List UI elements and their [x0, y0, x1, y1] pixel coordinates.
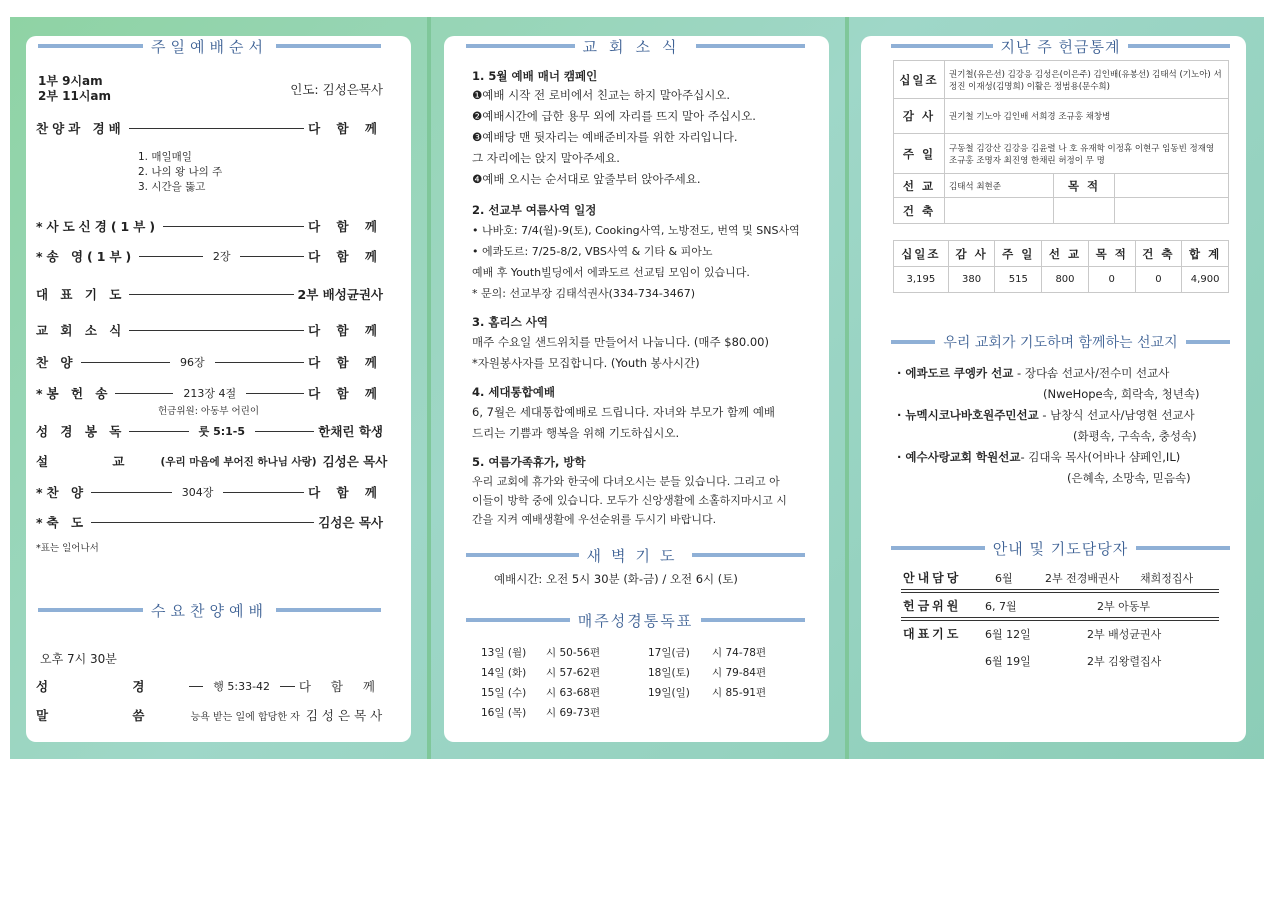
divider	[901, 617, 1219, 621]
order-row: *찬 양 304장 다 함 께	[36, 485, 384, 500]
order-row: 찬양과 경배 다 함 께	[36, 121, 383, 136]
mission-item: · 에콰도르 쿠엥카 선교 - 장다솜 선교사/전수미 선교사	[897, 366, 1170, 380]
mission-groups: (화평속, 구속속, 충성속)	[1073, 429, 1197, 443]
fold-line	[845, 17, 849, 759]
order-row: *봉 헌 송 213장 4절 다 함 께	[36, 386, 383, 401]
news-item: 2. 선교부 여름사역 일정 • 나바호: 7/4(월)-9(토), Cooking사역, 노방전도, 번역 및 SNS사역 • 에콰도르: 7/25-8/2, VBS사역 & 기타 & 피아노 예배 후 Youth빌딩에서 에콰도르 선교팀 모임이 있습니다. * 문의: 선교부장 김태석권사(334-734-3467)	[472, 203, 800, 300]
section-title: 수요찬양예배	[26, 600, 411, 620]
song-list: 1. 매일매일 2. 나의 왕 나의 주 3. 시간을 뚫고	[138, 151, 223, 193]
order-row: 설 교 (우리 마음에 부어진 하나님 사랑) 김성은 목사	[36, 454, 388, 469]
order-row: *축 도 김성은 목사	[36, 515, 383, 530]
fold-line	[427, 17, 431, 759]
offering-panel	[861, 36, 1246, 742]
table-row: 선 교 김태석 최현준 목 적	[894, 174, 1229, 198]
reading-row: 19일(일) 시 85-91편	[648, 687, 767, 699]
mission-item: · 예수사랑교회 학원선교- 김대욱 목사(어바나 샴페인,IL)	[897, 450, 1181, 464]
reading-row: 17일(금) 시 74-78편	[648, 647, 767, 659]
church-news-panel	[444, 36, 829, 742]
reading-row: 18일(토) 시 79-84편	[648, 667, 767, 679]
offering-summary-table	[893, 240, 1229, 293]
table-row: 주 일 구동철 김강산 김강응 김윤렬 나 호 유재학 이정휴 이현구 임동빈 정재영 조규홍 조명자 최진영 한채린 허정이 무 명	[894, 134, 1229, 174]
stand-note: *표는 일어나서	[36, 543, 99, 554]
news-list	[472, 67, 817, 529]
table-row: 건 축	[894, 198, 1229, 224]
order-row: 교 회 소 식 다 함 께	[36, 323, 383, 338]
worship-order-panel	[26, 36, 411, 742]
bible-reading-right	[648, 643, 766, 703]
section-title: 우리 교회가 기도하며 함께하는 선교지	[861, 332, 1246, 352]
news-item: 5. 여름가족휴가, 방학 우리 교회에 휴가와 한국에 다녀오시는 분들 있습니다. 그리고 아 이들이 방학 중에 있습니다. 모두가 신앙생활에 소홀하지마시고 시 간을 지켜 예배생활에 우선순위를 두시기 바랍니다.	[472, 455, 787, 526]
section-title: 안내 및 기도담당자	[861, 538, 1246, 558]
divider	[901, 589, 1219, 593]
duty-row: 헌금위원 6, 7월 2부 아동부	[903, 599, 1150, 613]
news-item: 4. 세대통합예배 6, 7월은 세대통합예배로 드립니다. 자녀와 부모가 함께 예배 드리는 기쁨과 행복을 위해 기도하십시오.	[472, 385, 776, 440]
wednesday-row: 성 경 행 5:33-42 다 함 께	[36, 679, 383, 694]
section-title: 교회소식	[444, 36, 829, 56]
section-title: 새벽기도	[444, 545, 829, 565]
offering-names-table	[893, 60, 1229, 224]
service-time-1: 1부 9시am	[38, 74, 103, 88]
reading-row: 16일 (목) 시 69-73편	[481, 707, 601, 719]
news-item: 1. 5월 예배 매너 캠페인 ❶예배 시작 전 로비에서 친교는 하지 말아주십시오. ❷예배시간에 급한 용무 외에 자리를 뜨지 말아 주십시오. ❸예배당 맨 뒷자리는 예배준비자를 위한 자리입니다. 그 자리에는 앉지 말아주세요. ❹예배 오시는 순서대로 앞줄부터 앉아주세요.	[472, 69, 756, 186]
mission-list	[897, 363, 1200, 489]
wednesday-time: 오후 7시 30분	[40, 652, 117, 666]
duty-row: 6월 19일 2부 김왕렬집사	[985, 655, 1162, 668]
order-row: 찬 양 96장 다 함 께	[36, 355, 384, 370]
reading-row: 14일 (화) 시 57-62편	[481, 667, 601, 679]
order-row: 성 경 봉 독 룻 5:1-5 한채린 학생	[36, 424, 384, 439]
wednesday-row: 말 씀 능욕 받는 일에 합당한 자 김성은목사	[36, 708, 387, 723]
section-title: 지난 주 헌금통계	[861, 36, 1246, 56]
mission-groups: (은혜속, 소망속, 믿음속)	[1067, 471, 1191, 485]
table-row: 십일조 권기철(유은선) 김강응 김성은(이은주) 김인배(유봉선) 김태석 (기노아) 서정진 이재성(김명희) 이활은 정범용(문수희)	[894, 61, 1229, 99]
section-title: 주일예배순서	[26, 36, 411, 56]
reading-row: 15일 (수) 시 63-68편	[481, 687, 601, 699]
duty-row: 대표기도 6월 12일 2부 배성균권사	[903, 627, 1162, 641]
dawn-time: 예배시간: 오전 5시 30분 (화-금) / 오전 6시 (토)	[494, 572, 738, 586]
offering-note: 헌금위원: 아동부 어린이	[158, 406, 260, 417]
order-row: 대 표 기 도 2부 배성균권사	[36, 287, 383, 302]
order-row: *사도신경(1부) 다 함 께	[36, 219, 383, 234]
leader: 인도: 김성은목사	[290, 82, 383, 97]
table-row: 3,195 380 515 800 0 0 4,900	[894, 267, 1229, 293]
news-item: 3. 홈리스 사역 매주 수요일 샌드위치를 만들어서 나눕니다. (매주 $80.00) *자원봉사자를 모집합니다. (Youth 봉사시간)	[472, 315, 769, 370]
bible-reading-left	[481, 643, 600, 723]
table-row: 감 사 권기철 기노아 김인배 서희경 조규홍 채창병	[894, 99, 1229, 134]
order-row: *송 영(1부) 2장 다 함 께	[36, 249, 383, 264]
reading-row: 13일 (월) 시 50-56편	[481, 647, 601, 659]
mission-groups: (NweHope속, 희락속, 청년속)	[1043, 387, 1200, 401]
duty-row: 안내담당 6월 2부 전경배권사 채희정집사	[903, 571, 1194, 585]
table-row: 십일조 감 사 주 일 선 교 목 적 건 축 합 계	[894, 241, 1229, 267]
mission-item: · 뉴멕시코나바호원주민선교 - 남창식 선교사/남영현 선교사	[897, 408, 1195, 422]
service-time-2: 2부 11시am	[38, 89, 112, 103]
section-title: 매주성경통독표	[444, 610, 829, 630]
